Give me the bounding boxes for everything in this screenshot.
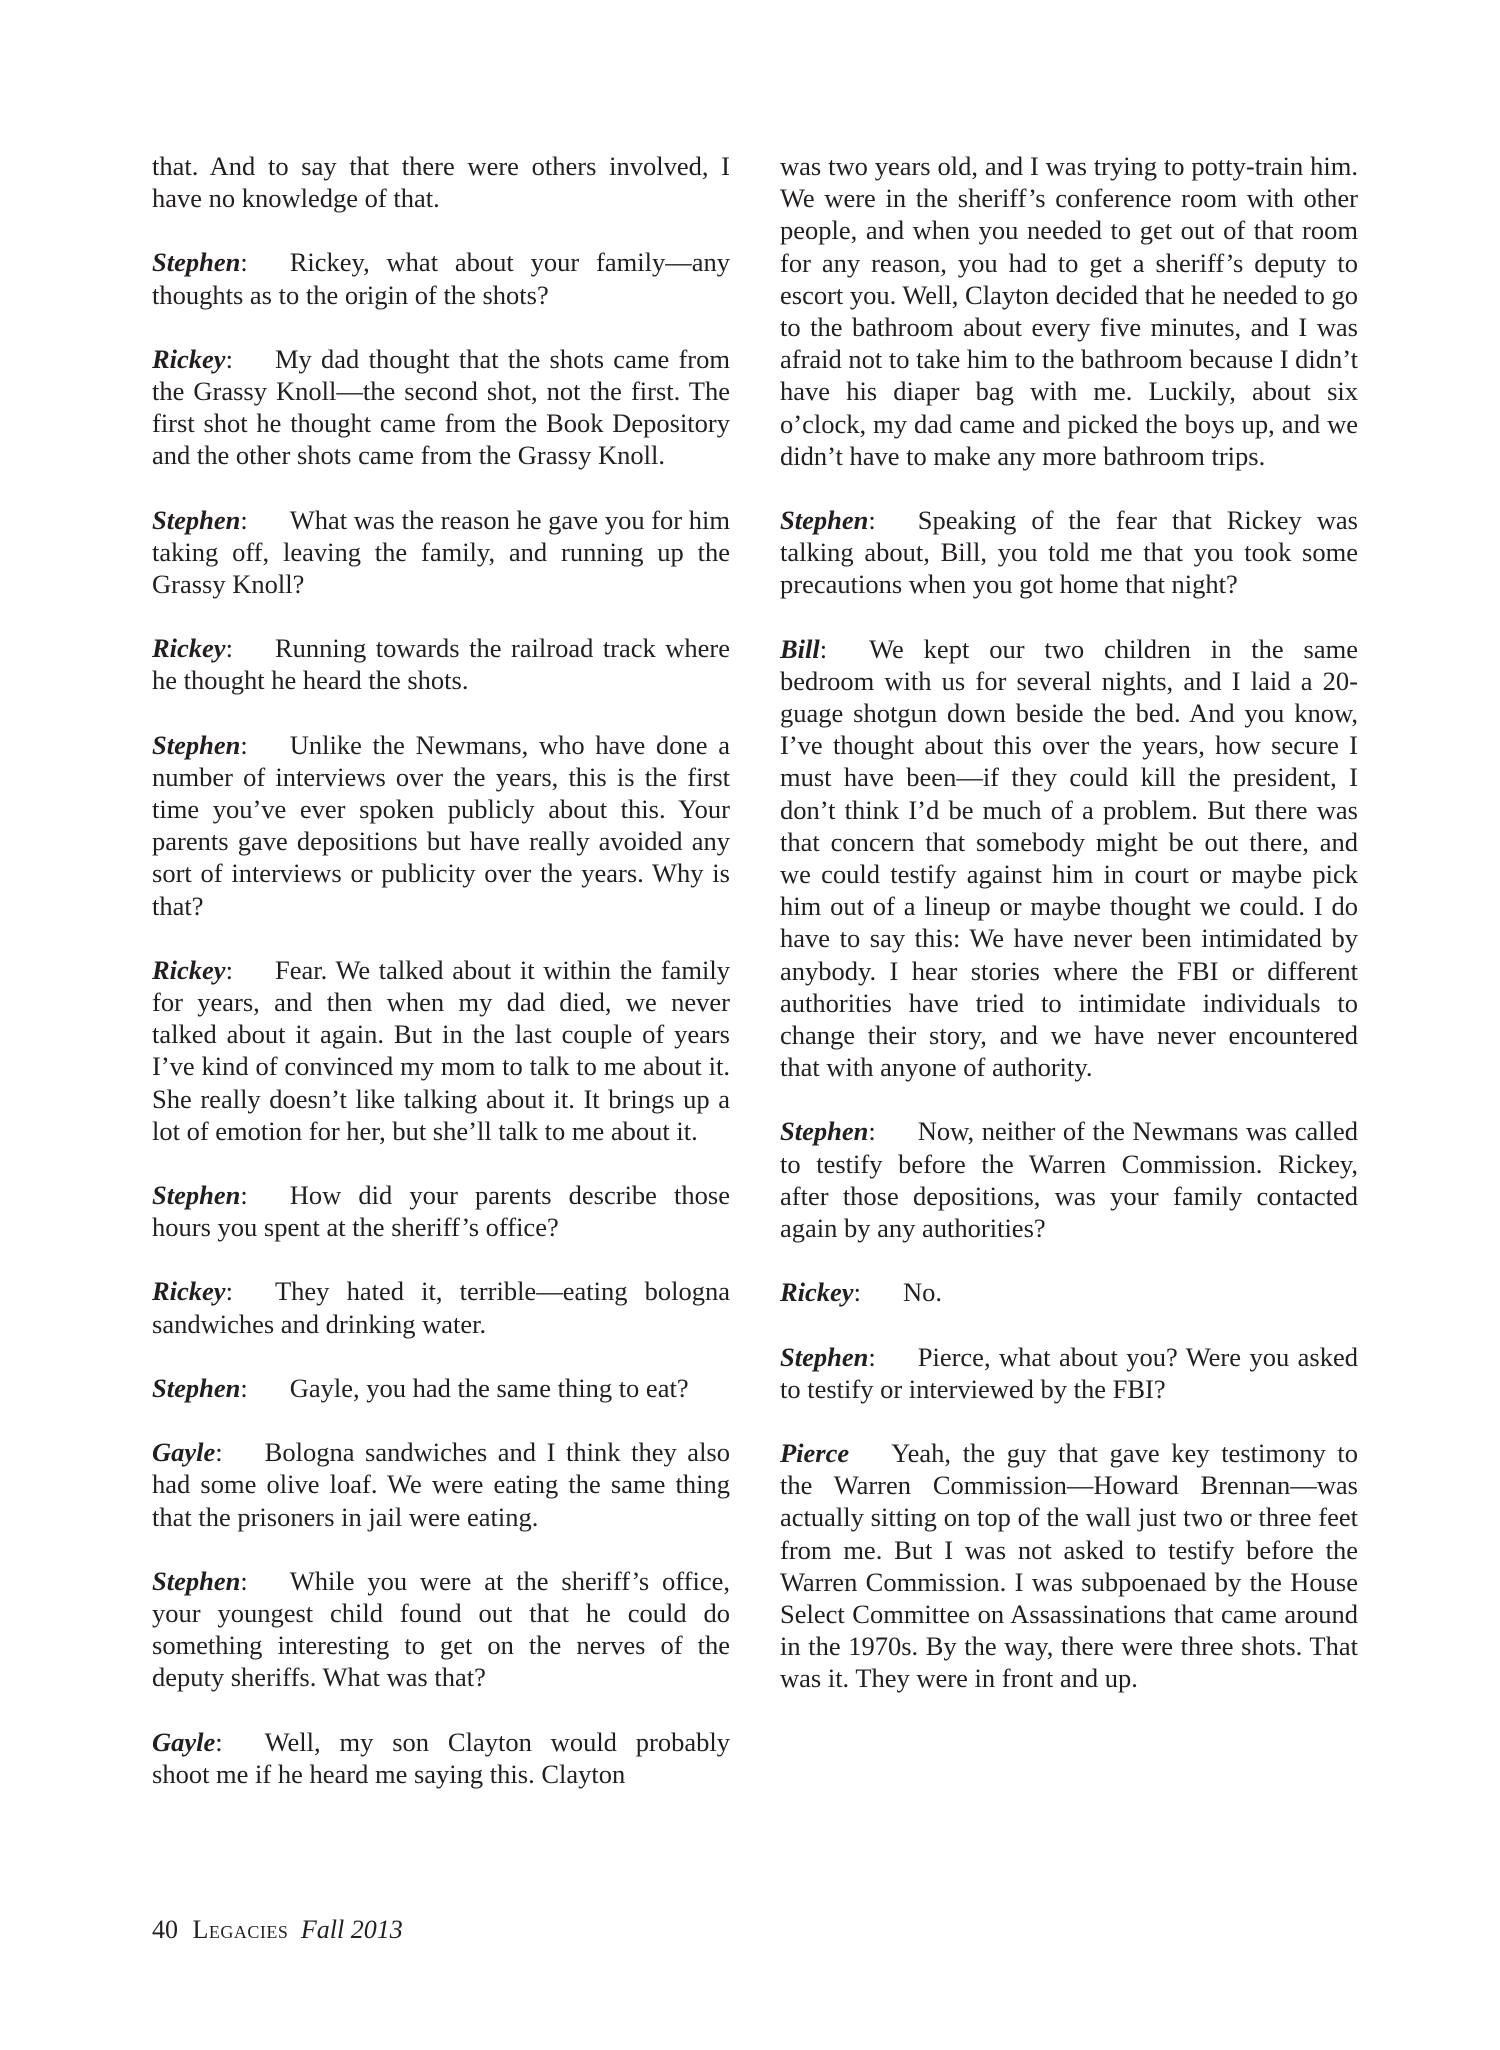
dialogue-text: Fear. We talked about it within the family for years, and then when my dad died, we never talked about it again. But in the last couple of years I’ve kind of convinced my mom to talk to me about it. She really doesn’t like talking about it. It brings up a lot of emotion for her, but she’ll talk to me about it.: [152, 954, 730, 1146]
dialogue-text: My dad thought that the shots came from the Grassy Knoll—the second shot, not the first. The first shot he thought came from the Book Depository and the other shots came from the Grassy Knoll.: [152, 343, 730, 471]
speaker-name: Gayle: [152, 1437, 216, 1468]
dialogue-paragraph: Rickey: They hated it, terrible—eating bologna sandwiches and drinking water.: [152, 1276, 730, 1339]
dialogue-paragraph: Stephen: Gayle, you had the same thing to eat?: [152, 1372, 689, 1403]
speaker-name: Stephen: [780, 505, 869, 536]
speaker-name: Rickey: [780, 1277, 854, 1308]
dialogue-paragraph: Gayle: Bologna sandwiches and I think they also had some olive loaf. We were eating the same thing that the prisoners in jail were eating.: [152, 1437, 730, 1532]
dialogue-paragraph: Stephen: Speaking of the fear that Rickey was talking about, Bill, you told me that you took some precautions when you got home that night?: [780, 505, 1358, 600]
speaker-name: Rickey: [152, 1276, 226, 1307]
speaker-name: Rickey: [152, 633, 226, 664]
page-number: 40: [152, 1915, 178, 1944]
dialogue-paragraph: Rickey: My dad thought that the shots came from the Grassy Knoll—the second shot, not the first. The first shot he thought came from the Book Depository and the other shots came from the Grassy Knoll.: [152, 343, 730, 471]
issue-label: Fall 2013: [300, 1915, 403, 1944]
dialogue-text: Bologna sandwiches and I think they also had some olive loaf. We were eating the same thing that the prisoners in jail were eating.: [152, 1437, 730, 1532]
dialogue-paragraph: Gayle: Well, my son Clayton would probably shoot me if he heard me saying this. Clayton: [152, 1726, 730, 1789]
speaker-name: Bill: [780, 633, 820, 664]
dialogue-paragraph: Stephen: Unlike the Newmans, who have done a number of interviews over the years, this is the first time you’ve ever spoken publicly about this. Your parents gave depositions but have really avoided any sort of interviews or publicity over the years. Why is that?: [152, 729, 730, 921]
speaker-name: Rickey: [152, 343, 226, 374]
dialogue-text: Pierce, what about you? Were you asked to testify or interviewed by the FBI?: [780, 1341, 1358, 1404]
right-column: [780, 150, 1358, 1727]
page-footer: [152, 1915, 403, 1945]
dialogue-paragraph: Stephen: Pierce, what about you? Were you asked to testify or interviewed by the FBI?: [780, 1341, 1358, 1404]
dialogue-paragraph: Stephen: While you were at the sheriff’s office, your youngest child found out that he could do something interesting to get on the nerves of the deputy sheriffs. What was that?: [152, 1565, 730, 1693]
dialogue-text: Now, neither of the Newmans was called to testify before the Warren Commission. Rickey, after those depositions, was your family contacted again by any authorities?: [780, 1116, 1358, 1244]
speaker-name: Stephen: [152, 1372, 241, 1403]
dialogue-text: Unlike the Newmans, who have done a number of interviews over the years, this is the first time you’ve ever spoken publicly about this. Your parents gave depositions but have really avoided any sort of interviews or publicity over the years. Why is that?: [152, 729, 730, 921]
dialogue-text: Rickey, what about your family—any thoughts as to the origin of the shots?: [152, 247, 730, 310]
left-column: [152, 150, 730, 1822]
dialogue-paragraph: Stephen: Rickey, what about your family—any thoughts as to the origin of the shots?: [152, 247, 730, 310]
dialogue-text: They hated it, terrible—eating bologna sandwiches and drinking water.: [152, 1276, 730, 1339]
dialogue-paragraph: [780, 1437, 1358, 1695]
dialogue-text: How did your parents describe those hours you spent at the sheriff’s office?: [152, 1180, 730, 1243]
speaker-name: Stephen: [780, 1341, 869, 1372]
dialogue-text: No.: [902, 1277, 942, 1308]
dialogue-paragraph: Rickey: No.: [780, 1277, 942, 1308]
speaker-name: Stephen: [152, 504, 241, 535]
dialogue-paragraph: Stephen: Now, neither of the Newmans was called to testify before the Warren Commission. Rickey, after those depositions, was your family contacted again by any authorities?: [780, 1116, 1358, 1244]
dialogue-text: Speaking of the fear that Rickey was talking about, Bill, you told me that you took some precautions when you got home that night?: [780, 505, 1358, 600]
dialogue-paragraph: Stephen: How did your parents describe those hours you spent at the sheriff’s office?: [152, 1180, 730, 1243]
dialogue-text: that. And to say that there were others involved, I have no knowledge of that.: [152, 151, 730, 214]
dialogue-text: While you were at the sheriff’s office, your youngest child found out that he could do something interesting to get on the nerves of the deputy sheriffs. What was that?: [152, 1565, 730, 1693]
speaker-name: Pierce: [780, 1437, 850, 1468]
speaker-name: Gayle: [152, 1726, 216, 1757]
dialogue-paragraph: Rickey: Fear. We talked about it within the family for years, and then when my dad died, we never talked about it again. But in the last couple of years I’ve kind of convinced my mom to talk to me about it. She really doesn’t like talking about it. It brings up a lot of emotion for her, but she’ll talk to me about it.: [152, 954, 730, 1146]
speaker-name: Stephen: [152, 1180, 241, 1211]
dialogue-text: Yeah, the guy that gave key testimony to the Warren Commission—Howard Brennan—was actually sitting on top of the wall just two or three feet from me. But I was not asked to testify before the Warren Commission. I was subpoenaed by the House Select Committee on Assassinations that came around in the 1970s. By the way, there were three shots. That was it. They were in front and up.: [780, 1437, 1358, 1694]
speaker-name: Stephen: [152, 247, 241, 278]
dialogue-paragraph: Rickey: Running towards the railroad track where he thought he heard the shots.: [152, 633, 730, 696]
dialogue-text: Gayle, you had the same thing to eat?: [289, 1372, 689, 1403]
dialogue-text: was two years old, and I was trying to potty-train him. We were in the sheriff’s conference room with other people, and when you needed to get out of that room for any reason, you had to get a sheriff’s deputy to escort you. Well, Clayton decided that he needed to go to the bathroom about every five minutes, and I was afraid not to take him to the bathroom because I didn’t have his diaper bag with me. Luckily, about six o’clock, my dad came and picked the boys up, and we didn’t have to make any more bathroom trips.: [780, 151, 1359, 471]
dialogue-paragraph: [152, 150, 730, 214]
dialogue-paragraph: Bill: We kept our two children in the same bedroom with us for several nights, and I laid a 20-guage shotgun down beside the bed. And you know, I’ve thought about this over the years, how secure I must have been—if they could kill the president, I don’t think I’d be much of a problem. But there was that concern that somebody might be out there, and we could testify against him in court or maybe pick him out of a lineup or maybe thought we could. I do have to say this: We have never been intimidated by anybody. I hear stories where the FBI or different authorities have tried to intimidate individuals to change their story, and we have never encountered that with anyone of authority.: [780, 633, 1358, 1083]
speaker-name: Stephen: [780, 1116, 869, 1147]
dialogue-text: What was the reason he gave you for him taking off, leaving the family, and running up the Grassy Knoll?: [152, 504, 730, 600]
dialogue-text: Running towards the railroad track where he thought he heard the shots.: [152, 633, 730, 696]
speaker-name: Rickey: [152, 954, 226, 985]
dialogue-text: We kept our two children in the same bedroom with us for several nights, and I laid a 20-guage shotgun down beside the bed. And you know, I’ve thought about this over the years, how secure I must have been—if they could kill the president, I don’t think I’d be much of a problem. But there was that concern that somebody might be out there, and we could testify against him in court or maybe pick him out of a lineup or maybe thought we could. I do have to say this: We have never been intimidated by anybody. I hear stories where the FBI or different authorities have tried to intimidate individuals to change their story, and we have never encountered that with anyone of authority.: [780, 633, 1358, 1083]
dialogue-text: Well, my son Clayton would probably shoot me if he heard me saying this. Clayton: [152, 1726, 730, 1789]
dialogue-paragraph: Stephen: What was the reason he gave you for him taking off, leaving the family, and running up the Grassy Knoll?: [152, 504, 730, 600]
publication-name: Legacies: [192, 1915, 289, 1944]
speaker-name: Stephen: [152, 729, 241, 760]
dialogue-paragraph: [780, 150, 1358, 472]
speaker-name: Stephen: [152, 1565, 241, 1596]
